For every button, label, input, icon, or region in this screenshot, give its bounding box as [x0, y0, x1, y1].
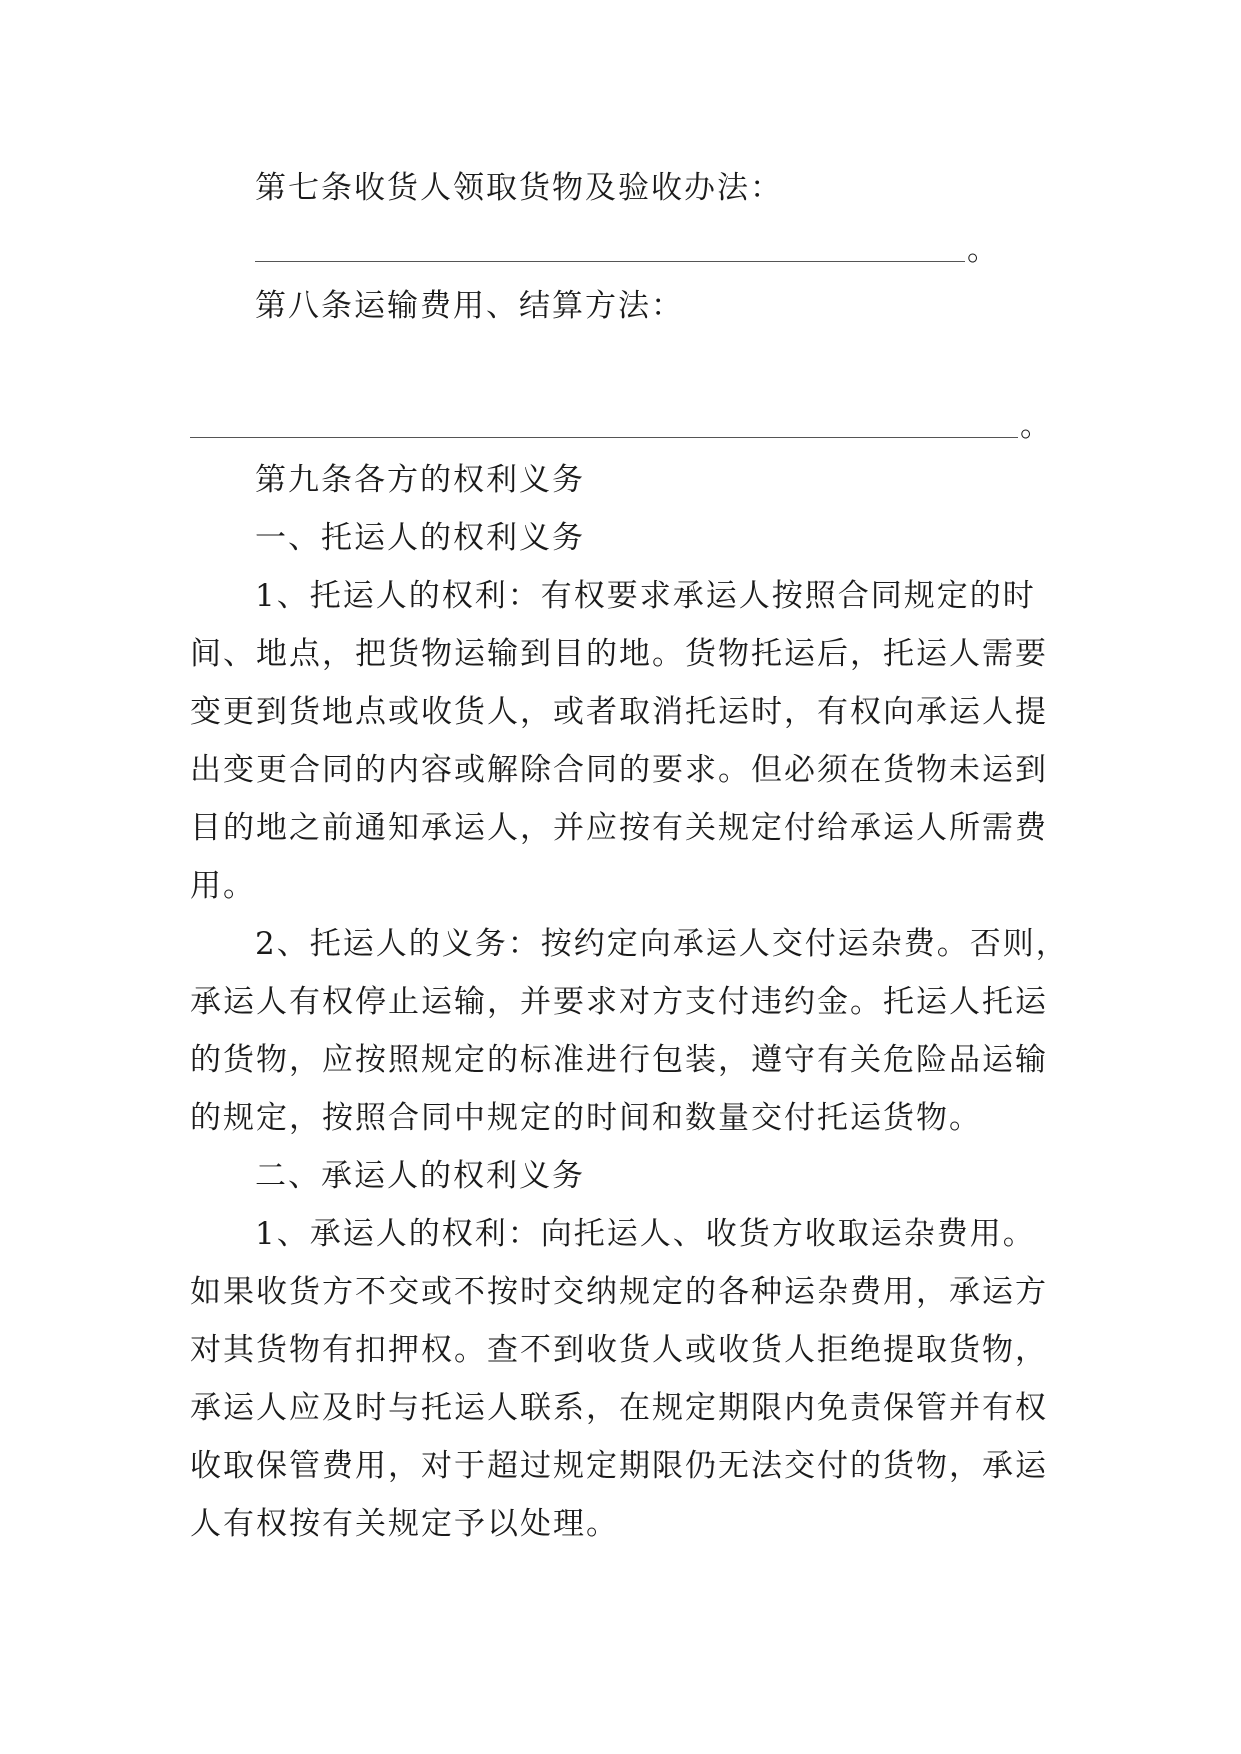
para-3-line: 对其货物有扣押权。查不到收货人或收货人拒绝提取货物，: [190, 1332, 1048, 1368]
article-9-heading: 第九条各方的权利义务: [255, 462, 585, 498]
para-3-line: 1、承运人的权利：向托运人、收货方收取运杂费用。: [255, 1216, 1036, 1252]
para-1-line: 1、托运人的权利：有权要求承运人按照合同规定的时: [255, 578, 1036, 614]
blank-underline: [255, 261, 965, 262]
para-3-line: 收取保管费用，对于超过规定期限仍无法交付的货物，承运: [190, 1448, 1048, 1484]
section-2-heading: 二、承运人的权利义务: [255, 1158, 585, 1194]
blank-underline: [190, 437, 1018, 438]
blank-end-mark: 。: [967, 232, 1000, 268]
article-8-fill-blank: [190, 406, 1053, 446]
para-2-line: 的规定，按照合同中规定的时间和数量交付托运货物。: [190, 1100, 982, 1136]
para-1-line: 变更到货地点或收货人，或者取消托运时，有权向承运人提: [190, 694, 1048, 730]
section-1-heading: 一、托运人的权利义务: [255, 520, 585, 556]
para-2-line: 承运人有权停止运输，并要求对方支付违约金。托运人托运: [190, 984, 1048, 1020]
para-3-line: 如果收货方不交或不按时交纳规定的各种运杂费用，承运方: [190, 1274, 1048, 1310]
para-1-line: 出变更合同的内容或解除合同的要求。但必须在货物未运到: [190, 752, 1048, 788]
para-1-line: 目的地之前通知承运人，并应按有关规定付给承运人所需费: [190, 810, 1048, 846]
para-3-line: 人有权按有关规定予以处理。: [190, 1506, 619, 1542]
blank-end-mark: 。: [1020, 408, 1053, 444]
para-2-line: 的货物，应按照规定的标准进行包装，遵守有关危险品运输: [190, 1042, 1048, 1078]
para-3-line: 承运人应及时与托运人联系，在规定期限内免责保管并有权: [190, 1390, 1048, 1426]
article-7-heading: 第七条收货人领取货物及验收办法：: [255, 170, 783, 206]
article-8-heading: 第八条运输费用、结算方法：: [255, 288, 684, 324]
para-2-line: 2、托运人的义务：按约定向承运人交付运杂费。否则，: [255, 926, 1069, 962]
article-7-fill-blank: [255, 230, 1000, 270]
para-1-line: 间、地点，把货物运输到目的地。货物托运后，托运人需要: [190, 636, 1048, 672]
para-1-line: 用。: [190, 868, 256, 904]
